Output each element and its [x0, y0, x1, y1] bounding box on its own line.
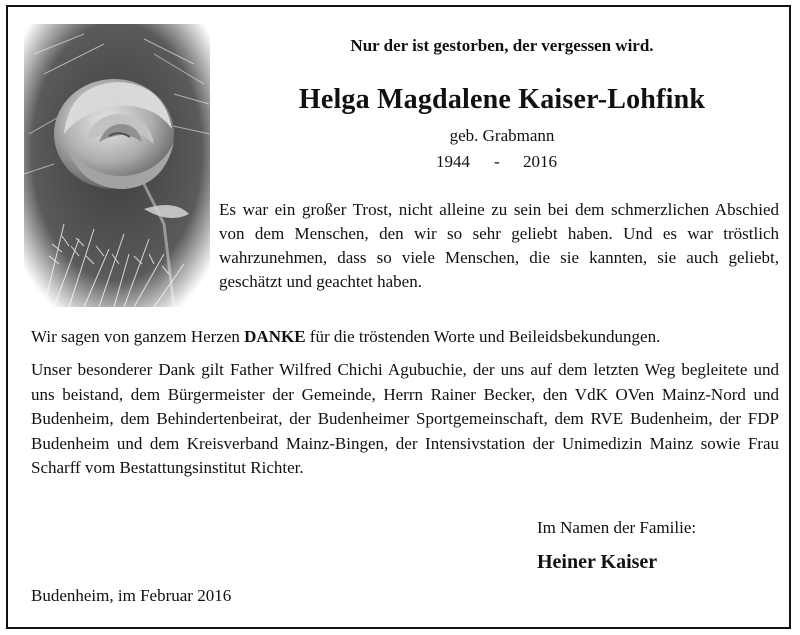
rose-photo [24, 24, 210, 307]
thanks-bold: DANKE [244, 327, 306, 346]
thanks-line [31, 327, 781, 347]
consolation-text: Es war ein großer Trost, nicht alleine zu sein bei dem schmerzlichen Abschied von dem Menschen, den wir so sehr geliebt haben. Und es war tröstlich wahrzunehmen, dass so viele Menschen, die sie kannten, sie auch geliebt, geschätzt und geachtet haben. [219, 200, 779, 291]
signer-name: Heiner Kaiser [537, 551, 658, 573]
place-date: Budenheim, im Februar 2016 [31, 586, 232, 605]
motto: Nur der ist gestorben, der vergessen wird. [350, 36, 654, 55]
deceased-name: Helga Magdalene Kaiser-Lohfink [298, 84, 706, 115]
thanks-after: für die tröstenden Worte und Beileidsbekundungen. [305, 327, 661, 346]
birth-year: 1944 [436, 152, 470, 171]
gratitude-text: Unser besonderer Dank gilt Father Wilfred Chichi Agubuchie, der uns auf dem letzten Weg begleitete und uns beistand, dem Bürgermeister der Gemeinde, Herrn Rainer Becker, den VdK OVen Mainz-Nord und Budenheim, dem Behindertenbeirat, der Budenheimer Sportgemeinschaft, dem RVE Budenheim, der FDP Budenheim und dem Kreisverband Mainz-Bingen, der Intensivstation der Unimedizin Mainz sowie Frau Scharff vom Bestattungsinstitut Richter. [31, 360, 779, 477]
birth-name: geb. Grabmann [449, 126, 555, 145]
death-year: 2016 [523, 152, 557, 171]
thanks-before: Wir sagen von ganzem Herzen [31, 327, 245, 346]
date-separator: - [494, 152, 500, 171]
family-label: Im Namen der Familie: [537, 518, 697, 537]
